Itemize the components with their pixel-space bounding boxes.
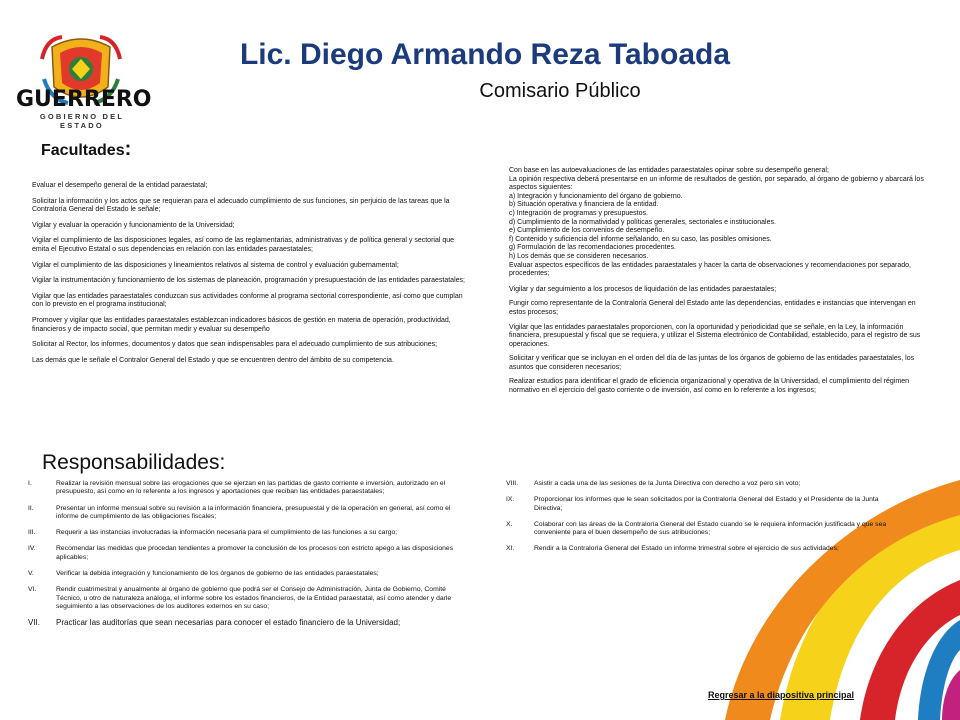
facultad-line: h) Los demás que se consideren necesarios. <box>509 252 649 260</box>
facultades-left-column <box>32 182 470 372</box>
facultad-item: Vigilar la instrumentación y funcionamiento de los sistemas de planeación, programación y presupuestación de las entidades paraestatales; <box>32 277 465 285</box>
facultad-item: Fungir como representante de la Contraloría General del Estado ante las dependencias, entidades e instancias que intervengan en estos procesos; <box>509 300 916 316</box>
item-text: Rendir a la Contraloría General del Estado un informe trimestral sobre el ejercicio de sus actividades; <box>534 545 839 553</box>
responsabilidades-heading: Responsabilidades: <box>42 451 226 474</box>
facultad-line: d) Cumplimiento de la normatividad y políticas generales, sectoriales e institucionales. <box>509 218 776 226</box>
item-text: Colaborar con las áreas de la Contraloría General del Estado cuando se le requiera información justificada y que sea conveniente para el buen desempeño de sus atribuciones; <box>534 520 887 537</box>
facultad-line: a) Integración y funcionamiento del órgano de gobierno. <box>509 192 683 200</box>
list-item <box>506 521 896 538</box>
item-text: Practicar las auditorías que sean necesarias para conocer el estado financiero de la Universidad; <box>56 618 401 628</box>
facultad-line: f) Contenido y suficiencia del informe señalando, en su caso, las posibles omisiones. <box>509 235 772 243</box>
brand-name: GUERRERO <box>16 87 152 112</box>
facultad-item: Realizar estudios para identificar el grado de eficiencia organizacional y operativa de la Universidad, el cumplimiento del régimen normativo en el ejercicio del gasto corriente o de inversión, así como en lo referente a los ingresos; <box>509 378 909 395</box>
facultad-item: Solicitar y verificar que se incluyan en el orden del día de las juntas de los órganos de gobierno de las entidades paraestatales, los asuntos que consideren necesarios; <box>509 355 915 371</box>
facultades-heading-colon: : <box>124 138 132 160</box>
facultad-line: Evaluar aspectos específicos de las entidades paraestatales y hacer la carta de observaciones y recomendaciones por separado, procedentes; <box>509 261 911 278</box>
brand-subtitle: GOBIERNO DEL ESTADO <box>39 112 125 130</box>
facultades-right-intro <box>509 167 929 279</box>
facultad-item: Vigilar y dar seguimiento a los procesos de liquidación de las entidades paraestatales; <box>509 285 777 293</box>
item-text: Verificar la debida integración y funcionamiento de los órganos de gobierno de las entidades paraestatales; <box>56 570 379 578</box>
page-title: Lic. Diego Armando Reza Taboada <box>239 38 731 71</box>
facultad-item: Vigilar y evaluar la operación y funcionamiento de la Universidad; <box>32 221 235 229</box>
list-item <box>28 545 468 562</box>
list-item <box>28 619 468 627</box>
list-item <box>506 545 896 553</box>
item-text: Presentar un informe mensual sobre su revisión a la información financiera, presupuestal y de la operación en general, así como el informe de cumplimiento de las obligaciones fiscales; <box>56 504 451 520</box>
item-number: I. <box>28 480 32 487</box>
facultades-heading <box>41 138 131 161</box>
facultad-item: Vigilar el cumplimiento de las disposiciones legales, así como de las reglamentarias, administrativas y de política general y sectorial que emita el Ejecutivo Estatal o sus dependencias en relación con las entidades paraestatales; <box>32 237 455 253</box>
item-text: Recomendar las medidas que procedan tendientes a promover la conclusión de los procesos con estricto apego a las disposiciones aplicables; <box>56 545 454 561</box>
back-to-main-slide-link[interactable]: Regresar a la diapositiva principal <box>708 690 855 700</box>
facultad-line: g) Formulación de las recomendaciones procedentes. <box>509 244 676 252</box>
item-text: Rendir cuatrimestral y anualmente al órgano de gobierno que podrá ser el Consejo de Administración, Junta de Gobierno, Comité Técnico, u otro de naturaleza análoga, el informe sobre los estados financieros, de la Entidad paraestatal, así como atender y darle seguimiento a las observaciones de los auditores externos en su caso; <box>56 586 452 610</box>
facultades-heading-text: Facultades <box>41 142 125 159</box>
facultad-item: Vigilar el cumplimiento de las disposiciones y lineamientos relativos al sistema de control y evaluación gubernamental; <box>32 261 399 269</box>
facultad-item: Solicitar al Rector, los informes, documentos y datos que sean indispensables para el adecuado cumplimiento de sus atribuciones; <box>32 341 438 349</box>
item-number: VII. <box>28 618 41 628</box>
list-item <box>28 505 468 522</box>
item-text: Requerir a las instancias involucradas la información necesaria para el cumplimiento de las funciones a su cargo; <box>56 529 398 537</box>
item-number: VI. <box>28 586 37 594</box>
list-item <box>506 480 896 488</box>
item-number: III. <box>28 529 36 537</box>
list-item <box>506 496 896 513</box>
item-text: Proporcionar los informes que le sean solicitados por la Contraloría General del Estado y el Presidente de la Junta Directiva; <box>534 496 879 512</box>
list-item <box>28 529 468 537</box>
responsabilidades-right-list <box>506 480 896 562</box>
item-number: II. <box>28 504 34 512</box>
list-item <box>28 480 468 497</box>
item-number: XI. <box>506 545 515 553</box>
facultad-item: Las demás que le señale el Contralor General del Estado y que se encuentren dentro del ámbito de su competencia. <box>32 356 394 364</box>
item-number: VIII. <box>506 480 519 487</box>
facultad-line: La opinión respectiva deberá presentarse en un informe de resultados de gestión, por separado, al órgano de gobierno y abarcará los aspectos siguientes: <box>509 175 924 192</box>
item-text: Asistir a cada una de las sesiones de la Junta Directiva con derecho a voz pero sin voto; <box>534 480 801 487</box>
page-subtitle: Comisario Público <box>479 80 641 102</box>
item-number: X. <box>506 520 513 528</box>
responsabilidades-left-list <box>28 480 468 636</box>
facultad-line: e) Cumplimiento de los convenios de desempeño. <box>509 227 665 235</box>
facultad-line: c) Integración de programas y presupuestos. <box>509 209 648 217</box>
facultad-item: Promover y vigilar que las entidades paraestatales establezcan indicadores básicos de gestión en materia de operación, productividad, financieros y de impacto social, que permitan medir y evaluar su desempeño <box>32 316 451 333</box>
facultad-line: b) Situación operativa y financiera de la entidad. <box>509 201 659 209</box>
item-number: IV. <box>28 545 36 553</box>
facultad-item: Vigilar que las entidades paraestatales conduzcan sus actividades conforme al programa sectorial correspondiente, así como que cumplan con lo previsto en el programa institucional; <box>32 292 463 309</box>
item-text: Realizar la revisión mensual sobre las erogaciones que se ejerzan en las partidas de gasto corriente e inversión, autorizado en el presupuesto, así como en lo referente a los ingresos y aportaciones que reciban las entidades paraestatales; <box>56 480 446 496</box>
facultades-right-column <box>509 167 929 402</box>
list-item <box>28 570 468 578</box>
facultad-item: Evaluar el desempeño general de la entidad paraestatal; <box>32 182 208 189</box>
item-number: IX. <box>506 496 515 504</box>
facultad-line: Con base en las autoevaluaciones de las entidades paraestatales opinar sobre su desempeño general; <box>509 167 829 174</box>
list-item <box>28 586 468 611</box>
facultad-item: Vigilar que las entidades paraestatales proporcionen, con la oportunidad y periodicidad que se señale, en la Ley, la información financiera, presupuestal y fiscal que se requiera, y utilizar el Sistema electrónico de Contabilidad, establecido, para el registro de sus operaciones. <box>509 323 921 348</box>
facultad-item: Solicitar la información y los actos que se requieran para el adecuado cumplimiento de sus funciones, sin perjuicio de las tareas que la Contraloría General del Estado le señale; <box>32 197 450 214</box>
item-number: V. <box>28 570 34 578</box>
